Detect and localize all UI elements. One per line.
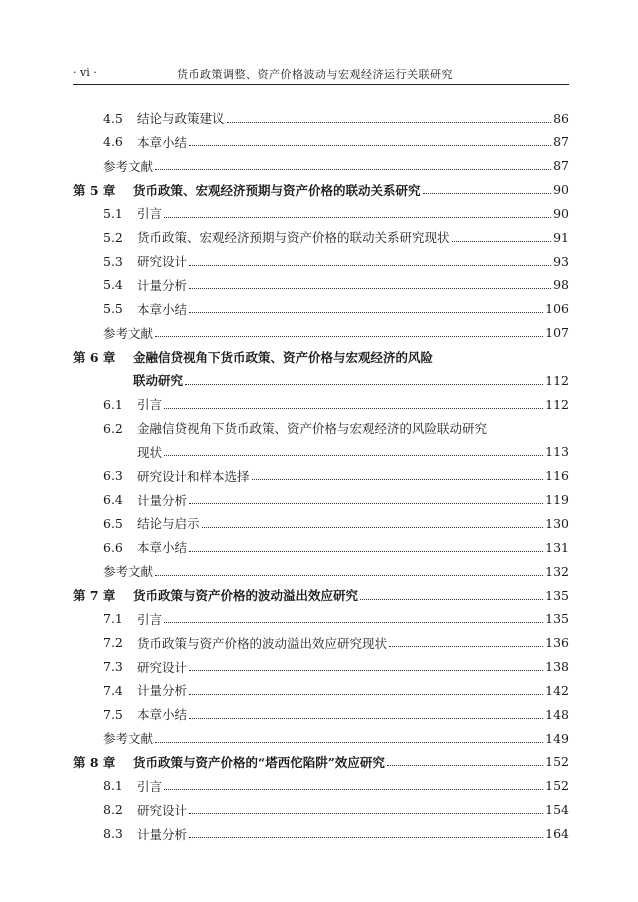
toc-entry-page: 148 bbox=[545, 706, 569, 722]
toc-entry-title: 金融信贷视角下货币政策、资产价格与宏观经济的风险 bbox=[133, 349, 434, 365]
toc-entry-row[interactable] bbox=[103, 299, 569, 319]
toc-entry-number: 第 7 章 bbox=[73, 588, 116, 603]
toc-entry-title: 研究设计 bbox=[137, 802, 188, 818]
toc-entry-page: 90 bbox=[553, 205, 569, 221]
toc-leader-dots bbox=[189, 503, 543, 504]
toc-entry-title: 货币政策、宏观经济预期与资产价格的联动关系研究现状 bbox=[137, 230, 450, 246]
toc-entry-title: 引言 bbox=[137, 206, 163, 222]
toc-leader-dots bbox=[164, 789, 543, 790]
toc-entry-title: 研究设计 bbox=[137, 254, 188, 270]
toc-entry-page: 91 bbox=[553, 229, 569, 245]
toc-leader-dots bbox=[189, 145, 551, 146]
toc-entry-number: 5.1 bbox=[103, 205, 123, 221]
toc-entry-title: 本章小结 bbox=[137, 707, 188, 723]
toc-entry-row[interactable] bbox=[103, 680, 569, 700]
toc-entry-title: 联动研究 bbox=[133, 373, 184, 389]
toc-chapter-row[interactable] bbox=[73, 180, 569, 200]
toc-entry-title: 货币政策与资产价格的波动溢出效应研究现状 bbox=[137, 635, 388, 651]
toc-leader-dots bbox=[164, 622, 543, 623]
toc-entry-page: 116 bbox=[545, 468, 569, 484]
toc-entry-row[interactable] bbox=[103, 323, 569, 343]
toc-entry-page: 107 bbox=[545, 325, 569, 341]
toc-entry-number: 7.1 bbox=[103, 611, 123, 627]
toc-leader-dots bbox=[189, 265, 551, 266]
toc-entry-page: 164 bbox=[545, 826, 569, 841]
toc-entry-page: 98 bbox=[553, 277, 569, 293]
toc-entry-page: 106 bbox=[545, 301, 569, 317]
toc-entry-title: 计量分析 bbox=[137, 492, 188, 508]
toc-entry-title: 参考文献 bbox=[103, 158, 154, 174]
toc-leader-dots bbox=[164, 455, 543, 456]
toc-entry-number: 6.3 bbox=[103, 468, 123, 484]
toc-entry-number: 5.3 bbox=[103, 253, 123, 269]
toc-leader-dots bbox=[227, 122, 552, 123]
toc-entry-number: 4.6 bbox=[103, 134, 123, 150]
toc-entry-row[interactable] bbox=[103, 824, 569, 844]
toc-entry-title: 现状 bbox=[137, 444, 163, 460]
toc-entry-title: 研究设计和样本选择 bbox=[137, 468, 250, 484]
toc-entry-row[interactable] bbox=[103, 418, 569, 438]
toc-entry-row[interactable] bbox=[103, 156, 569, 176]
page-number: · vi · bbox=[73, 66, 97, 79]
toc-entry-number: 6.2 bbox=[103, 420, 123, 436]
toc-entry-number: 8.3 bbox=[103, 826, 123, 841]
toc-entry-row[interactable] bbox=[103, 490, 569, 510]
toc-chapter-row[interactable] bbox=[133, 370, 569, 390]
toc-entry-row[interactable] bbox=[103, 561, 569, 581]
toc-entry-row[interactable] bbox=[103, 800, 569, 820]
toc-entry-page: 136 bbox=[545, 635, 569, 651]
toc-entry-number: 5.5 bbox=[103, 301, 123, 317]
toc-entry-title: 货币政策与资产价格的波动溢出效应研究 bbox=[133, 588, 359, 603]
toc-entry-page: 152 bbox=[545, 754, 569, 770]
toc-entry-page: 130 bbox=[545, 515, 569, 531]
toc-leader-dots bbox=[423, 193, 552, 194]
toc-entry-title: 货币政策与资产价格的“塔西佗陷阱”效应研究 bbox=[133, 754, 385, 770]
toc-entry-number: 7.2 bbox=[103, 635, 123, 651]
toc-entry-row[interactable] bbox=[103, 227, 569, 247]
toc-leader-dots bbox=[189, 718, 543, 719]
toc-entry-page: 152 bbox=[545, 778, 569, 794]
toc-entry-row[interactable] bbox=[137, 442, 569, 462]
toc-entry-page: 135 bbox=[545, 587, 569, 603]
toc-leader-dots bbox=[189, 551, 543, 552]
toc-leader-dots bbox=[189, 312, 543, 313]
toc-leader-dots bbox=[360, 599, 543, 600]
toc-entry-title: 金融信贷视角下货币政策、资产价格与宏观经济的风险联动研究 bbox=[137, 421, 488, 437]
toc-entry-title: 引言 bbox=[137, 611, 163, 627]
toc-entry-page: 142 bbox=[545, 682, 569, 698]
toc-entry-title: 结论与启示 bbox=[137, 516, 200, 532]
toc-entry-title: 引言 bbox=[137, 778, 163, 794]
toc-entry-page: 131 bbox=[545, 539, 569, 555]
toc-entry-row[interactable] bbox=[103, 251, 569, 271]
toc-entry-number: 8.1 bbox=[103, 778, 123, 794]
toc-entry-title: 参考文献 bbox=[103, 731, 154, 747]
toc-entry-title: 本章小结 bbox=[137, 540, 188, 556]
toc-entry-number: 4.5 bbox=[103, 110, 123, 126]
toc-leader-dots bbox=[189, 837, 543, 838]
toc-entry-number: 6.5 bbox=[103, 515, 123, 531]
toc-entry-page: 112 bbox=[545, 372, 569, 388]
toc-leader-dots bbox=[387, 765, 543, 766]
toc-entry-number: 6.6 bbox=[103, 539, 123, 555]
toc-entry-title: 计量分析 bbox=[137, 683, 188, 699]
toc-entry-number: 第 6 章 bbox=[73, 349, 116, 365]
toc-leader-dots bbox=[252, 479, 544, 480]
toc-chapter-row[interactable] bbox=[73, 752, 569, 772]
toc-leader-dots bbox=[389, 646, 543, 647]
toc-leader-dots bbox=[164, 217, 551, 218]
toc-entry-number: 7.4 bbox=[103, 682, 123, 698]
toc-entry-row[interactable] bbox=[103, 108, 569, 128]
toc-entry-number: 8.2 bbox=[103, 802, 123, 818]
toc-entry-row[interactable] bbox=[103, 633, 569, 653]
toc-entry-number: 7.5 bbox=[103, 706, 123, 722]
toc-chapter-row[interactable] bbox=[73, 347, 569, 367]
toc-entry-page: 132 bbox=[545, 563, 569, 579]
toc-entry-title: 参考文献 bbox=[103, 564, 154, 580]
toc-entry-title: 计量分析 bbox=[137, 277, 188, 293]
toc-entry-page: 93 bbox=[553, 253, 569, 269]
toc-leader-dots bbox=[452, 241, 552, 242]
toc-entry-title: 货币政策、宏观经济预期与资产价格的联动关系研究 bbox=[133, 182, 421, 198]
toc-leader-dots bbox=[202, 527, 544, 528]
toc-entry-row[interactable] bbox=[103, 394, 569, 414]
toc-entry-title: 研究设计 bbox=[137, 659, 188, 675]
toc-chapter-row[interactable] bbox=[73, 585, 569, 605]
toc-entry-row[interactable] bbox=[103, 513, 569, 533]
toc-leader-dots bbox=[155, 575, 543, 576]
toc-entry-number: 第 8 章 bbox=[73, 754, 116, 770]
toc-entry-row[interactable] bbox=[103, 466, 569, 486]
toc-entry-number: 6.4 bbox=[103, 492, 123, 508]
toc-entry-page: 113 bbox=[545, 444, 569, 460]
book-title: 货币政策调整、资产价格波动与宏观经济运行关联研究 bbox=[177, 68, 453, 81]
toc-entry-page: 135 bbox=[545, 611, 569, 627]
toc-entry-page: 86 bbox=[553, 110, 569, 126]
toc-entry-number: 5.4 bbox=[103, 277, 123, 293]
toc-entry-page: 87 bbox=[553, 134, 569, 150]
toc-entry-number: 7.3 bbox=[103, 659, 123, 675]
toc-entry-page: 154 bbox=[545, 802, 569, 818]
toc-entry-page: 112 bbox=[545, 396, 569, 412]
toc-entry-page: 149 bbox=[545, 730, 569, 746]
toc-leader-dots bbox=[155, 169, 551, 170]
toc-entry-number: 第 5 章 bbox=[73, 182, 116, 198]
toc-entry-row[interactable] bbox=[103, 776, 569, 796]
toc-entry-number: 5.2 bbox=[103, 229, 123, 245]
toc-entry-title: 计量分析 bbox=[137, 826, 188, 842]
toc-entry-number: 6.1 bbox=[103, 396, 123, 412]
toc-entry-row[interactable] bbox=[103, 657, 569, 677]
toc-entry-title: 参考文献 bbox=[103, 325, 154, 341]
toc-entry-title: 本章小结 bbox=[137, 301, 188, 317]
toc-entry-title: 本章小结 bbox=[137, 134, 188, 150]
toc-entry-row[interactable] bbox=[103, 537, 569, 557]
toc-entry-title: 引言 bbox=[137, 397, 163, 413]
toc-leader-dots bbox=[189, 670, 543, 671]
toc-entry-row[interactable] bbox=[103, 609, 569, 629]
toc-entry-page: 90 bbox=[553, 182, 569, 198]
toc-entry-row[interactable] bbox=[103, 275, 569, 295]
toc-entry-row[interactable] bbox=[103, 704, 569, 724]
toc-entry-row[interactable] bbox=[103, 203, 569, 223]
toc-entry-page: 119 bbox=[545, 492, 569, 508]
toc-leader-dots bbox=[155, 742, 543, 743]
toc-leader-dots bbox=[189, 694, 543, 695]
toc-leader-dots bbox=[189, 288, 551, 289]
toc-entry-page: 87 bbox=[553, 158, 569, 174]
toc-entry-row[interactable] bbox=[103, 728, 569, 748]
toc-leader-dots bbox=[189, 813, 543, 814]
toc-entry-row[interactable] bbox=[103, 132, 569, 152]
toc-leader-dots bbox=[185, 384, 543, 385]
toc-entry-page: 138 bbox=[545, 659, 569, 675]
toc-entry-title: 结论与政策建议 bbox=[137, 111, 225, 126]
toc-leader-dots bbox=[155, 336, 543, 337]
toc-leader-dots bbox=[164, 408, 543, 409]
